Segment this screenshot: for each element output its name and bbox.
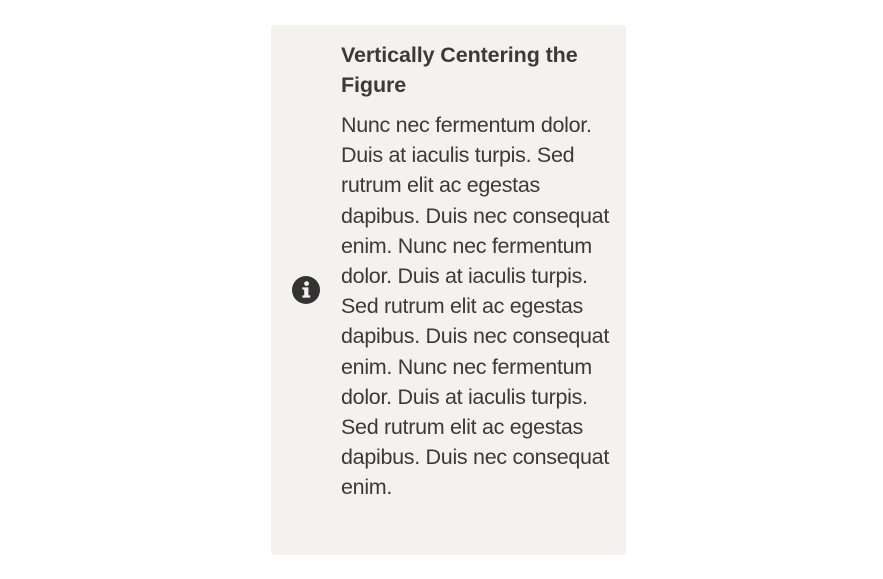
callout-figure xyxy=(271,25,341,555)
callout-title: Vertically Centering the Figure xyxy=(341,43,578,97)
callout-body: Nunc nec fermentum dolor. Duis at iaculis turpis. Sed rutrum elit ac egestas dapibus. Duis nec consequat enim. Nunc nec fermentum dolor. Duis at iaculis turpis. Sed rutrum elit ac egestas dapibus. Duis nec consequat enim. Nunc nec fermentum dolor. Duis at iaculis turpis. Sed rutrum elit ac egestas dapibus. Duis nec consequat enim. xyxy=(341,113,609,500)
media-callout-card xyxy=(271,25,626,555)
callout-content xyxy=(341,40,613,503)
info-icon xyxy=(292,276,320,304)
